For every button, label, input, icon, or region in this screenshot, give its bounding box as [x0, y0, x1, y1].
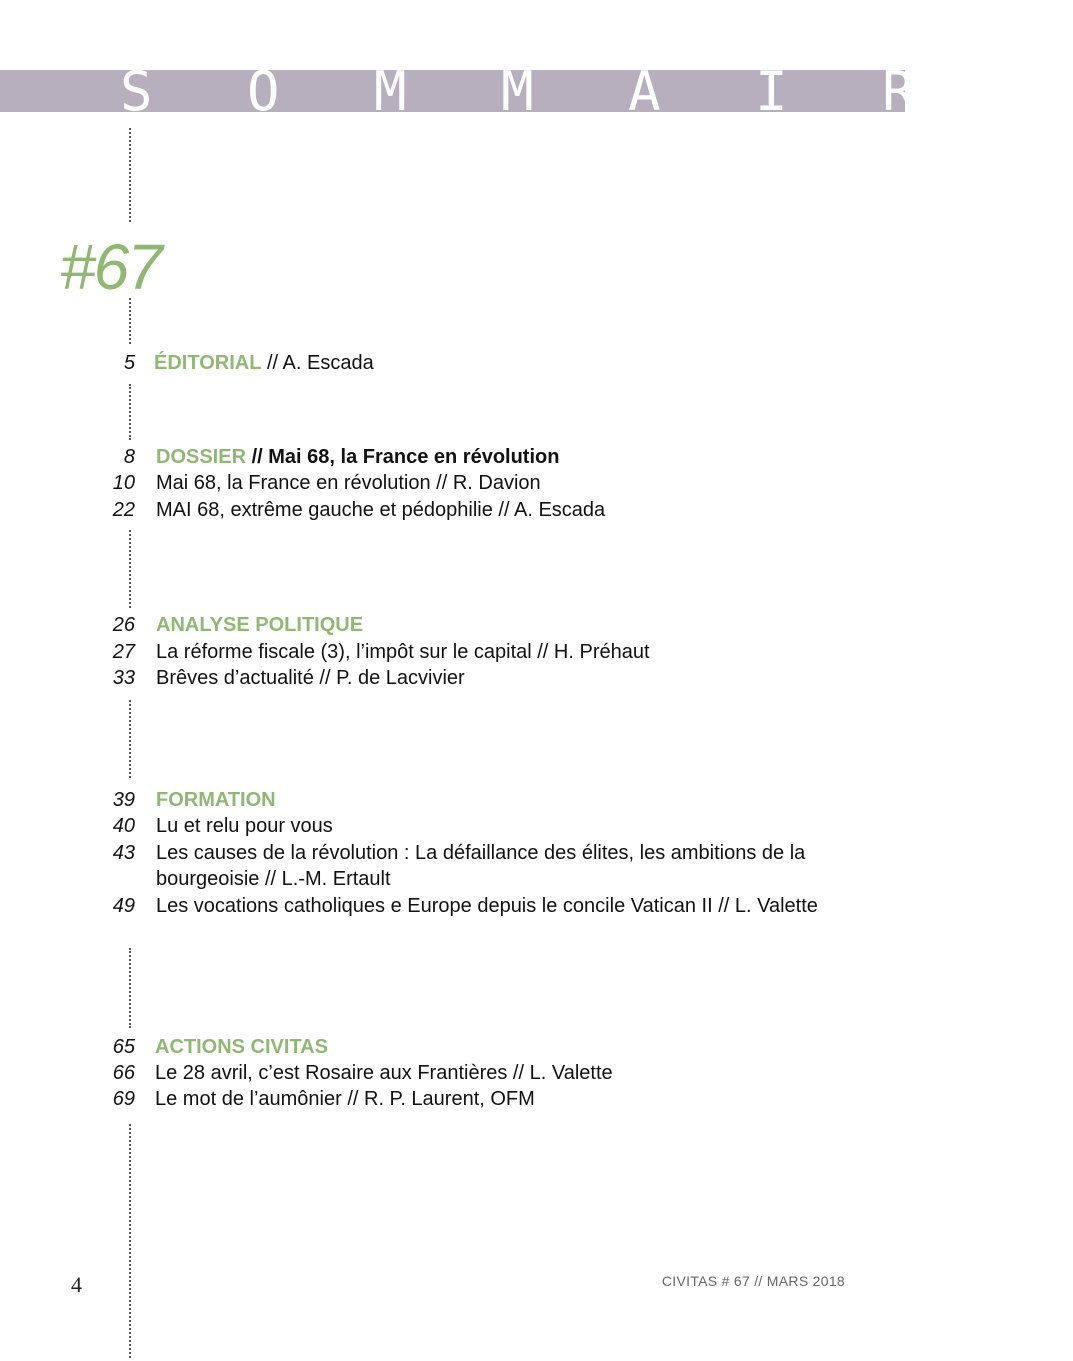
entry-title: Les vocations catholiques e Europe depuis le concile Vatican II // L. Valette	[156, 895, 818, 917]
page-number: 39	[112, 789, 135, 811]
entry-title: Le 28 avril, c’est Rosaire aux Frantières // L. Valette	[155, 1062, 613, 1084]
section-heading: ÉDITORIAL	[154, 352, 262, 374]
dotted-divider	[129, 298, 131, 344]
page-number: 27	[112, 641, 135, 663]
entry-title	[156, 444, 826, 470]
entry-title: Les causes de la révolution : La défaillance des élites, les ambitions de la bourgeoisie // L.-M. Ertault	[156, 842, 806, 890]
dossier-subtitle: // Mai 68, la France en révolution	[246, 446, 560, 468]
page-number: 40	[112, 815, 135, 837]
page-number: 65	[112, 1036, 135, 1058]
footer-publication: CIVITAS # 67 // MARS 2018	[661, 1273, 845, 1289]
issue-number: #67	[60, 231, 161, 303]
footer-page-number: 4	[71, 1272, 82, 1297]
page-number: 33	[112, 667, 135, 689]
entry-title: MAI 68, extrême gauche et pédophilie // A. Escada	[156, 499, 606, 521]
section-heading: ACTIONS CIVITAS	[155, 1036, 328, 1058]
entry-title: Brêves d’actualité // P. de Lacvivier	[156, 667, 465, 689]
dotted-divider	[129, 128, 131, 222]
section-heading: FORMATION	[156, 789, 276, 811]
section-heading: DOSSIER	[156, 446, 247, 468]
entry-author: // A. Escada	[261, 352, 374, 374]
entry-title: Le mot de l’aumônier // R. P. Laurent, OFM	[155, 1088, 535, 1110]
page-number: 22	[112, 499, 135, 521]
page-number: 8	[123, 446, 135, 468]
page-number: 43	[112, 842, 135, 864]
entry-title: Lu et relu pour vous	[156, 815, 333, 837]
dotted-divider	[129, 700, 131, 778]
page-number: 5	[123, 352, 135, 374]
dotted-divider	[129, 384, 131, 440]
dotted-divider	[129, 1124, 131, 1358]
page-number: 26	[112, 614, 135, 636]
entry-title: Mai 68, la France en révolution // R. Davion	[156, 472, 541, 494]
entry-title	[154, 350, 824, 376]
entry-title: La réforme fiscale (3), l’impôt sur le capital // H. Préhaut	[156, 641, 650, 663]
page-number: 49	[112, 895, 135, 917]
page-title: S O M M A I R E	[120, 60, 1073, 123]
page-number: 10	[112, 472, 135, 494]
page-number: 69	[112, 1088, 135, 1110]
page-number: 66	[112, 1062, 135, 1084]
section-heading: ANALYSE POLITIQUE	[156, 614, 364, 636]
dotted-divider	[129, 530, 131, 608]
dotted-divider	[129, 948, 131, 1028]
